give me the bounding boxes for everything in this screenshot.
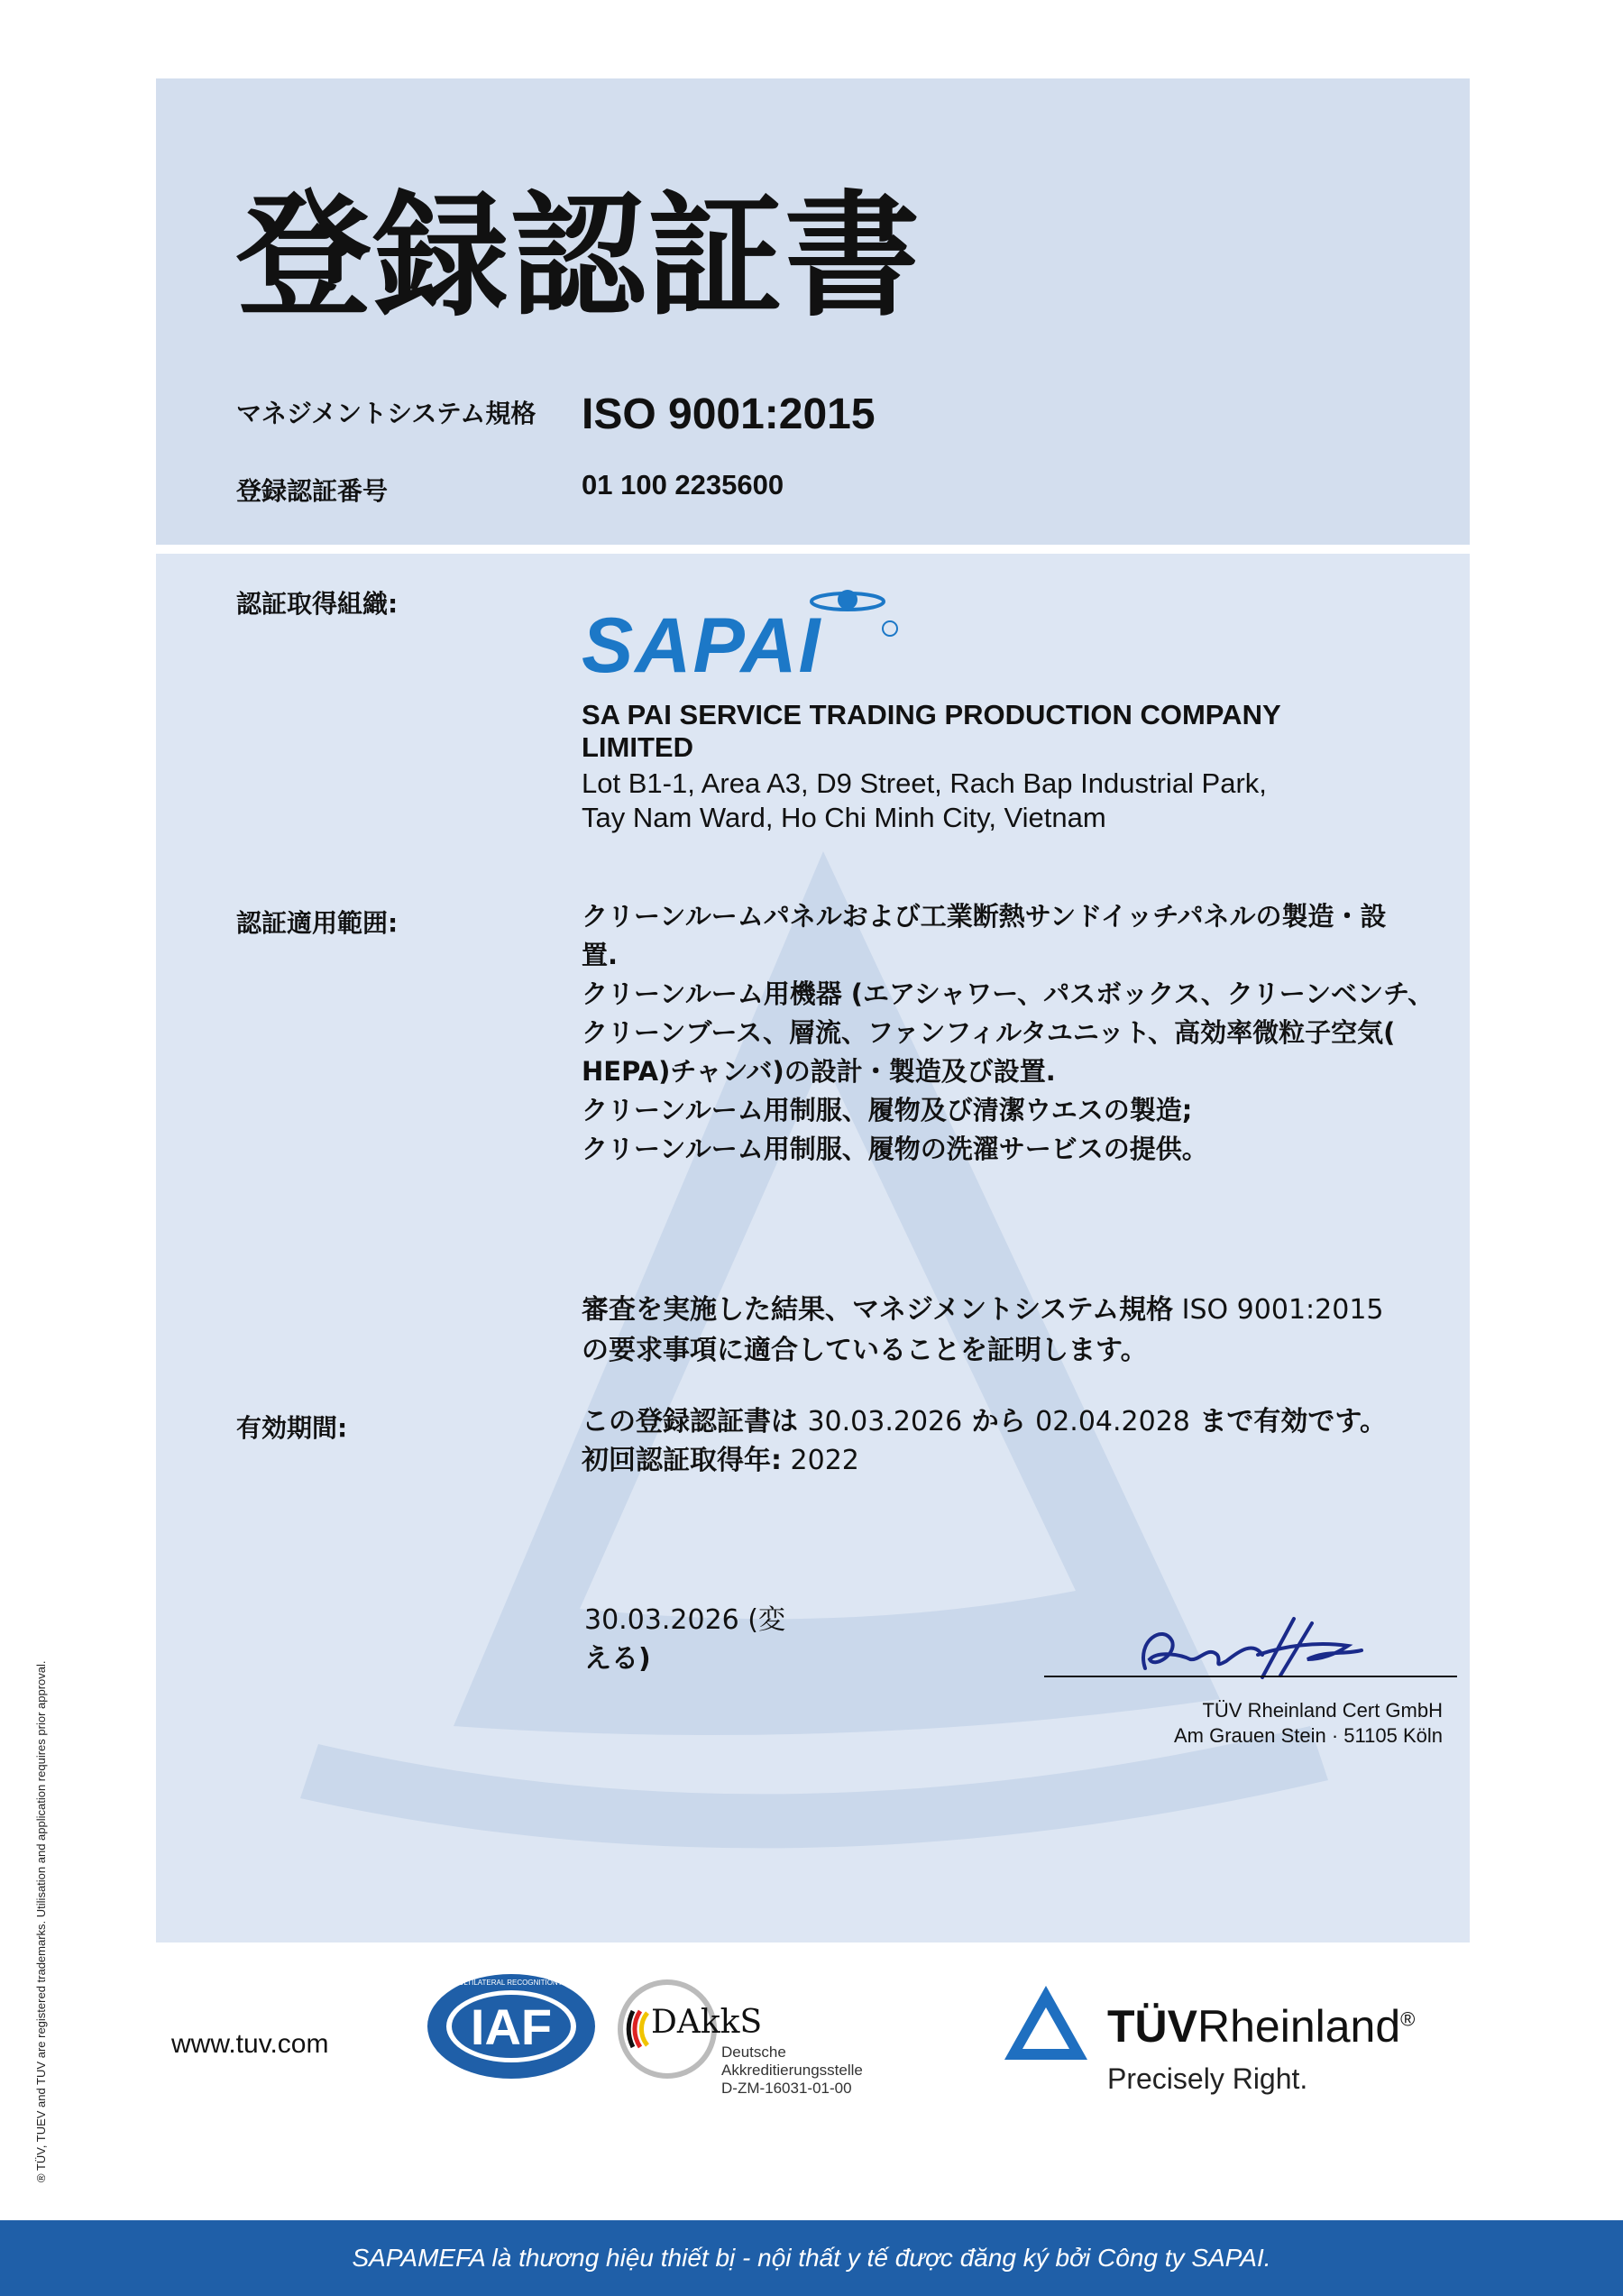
standard-value: ISO 9001:2015 [582, 390, 876, 438]
tuv-registered-mark: ® [1400, 2007, 1416, 2031]
tuv-triangle-icon [1001, 1982, 1091, 2063]
validity-pre: この登録認証書は [582, 1406, 808, 1437]
scope-line: クリーンルーム用制服、履物及び清潔ウエスの製造; [582, 1095, 1193, 1125]
scope-label: 認証適用範囲: [236, 908, 399, 938]
website-link[interactable]: www.tuv.com [171, 2029, 329, 2059]
dakks-sub2: Akkreditierungsstelle [721, 2062, 863, 2079]
dakks-sub3: D-ZM-16031-01-00 [721, 2080, 852, 2097]
company-name-line1: SA PAI SERVICE TRADING PRODUCTION COMPANY [582, 699, 1281, 730]
scope-line: HEPA)チャンバ)の設計・製造及び設置. [582, 1056, 1056, 1087]
page-title: 登録認証書 [236, 179, 922, 335]
scope-line: クリーンブース、層流、ファンフィルタユニット、高効率微粒子空気( [582, 1017, 1396, 1048]
scope-line: クリーンルームパネルおよび工業断熱サンドイッチパネルの製造・設 [582, 901, 1387, 932]
dakks-sub1: Deutsche [721, 2043, 786, 2061]
registration-number: 01 100 2235600 [582, 469, 784, 501]
first-cert-label: 初回認証取得年: [582, 1445, 782, 1476]
signature-line [1044, 1676, 1457, 1677]
scope-line: 置. [582, 940, 619, 970]
statement-standard: ISO 9001:2015 [1173, 1294, 1384, 1326]
issuer-name: TÜV Rheinland Cert GmbH [1202, 1699, 1443, 1722]
tuv-brand-bold: TÜV [1107, 2001, 1197, 2052]
validity-text [582, 1402, 1447, 1480]
trademark-notice: ® TÜV, TUEV and TUV are registered trademarks. Utilisation and application requires prior approval. [34, 1660, 48, 2182]
validity-label: 有効期間: [236, 1413, 348, 1443]
standard-label: マネジメントシステム規格 [236, 399, 536, 428]
scope-text [582, 897, 1447, 1169]
first-cert-year: 2022 [782, 1445, 859, 1476]
validity-mid: から [962, 1406, 1036, 1437]
certification-statement [582, 1290, 1447, 1371]
footer-bar [0, 2220, 1623, 2296]
issue-date-line1: 30.03.2026 (変 [584, 1604, 786, 1636]
registration-label: 登録認証番号 [236, 476, 389, 506]
issuer-info [1037, 1698, 1443, 1749]
tuv-brand-light: Rheinland [1197, 2001, 1401, 2052]
address-line2: Tay Nam Ward, Ho Chi Minh City, Vietnam [582, 802, 1106, 833]
iaf-text: IAF [470, 1998, 553, 2055]
tuv-brand [1107, 2000, 1415, 2053]
issue-date [584, 1601, 810, 1678]
issue-date-line2: える) [584, 1643, 651, 1675]
statement-prefix: 審査を実施した結果、マネジメントシステム規格 [582, 1294, 1174, 1326]
sapai-logo-text: SAPAI [582, 602, 822, 689]
footer-text: SAPAMEFA là thương hiệu thiết bị - nội thất y tế được đăng ký bởi Công ty SAPAI. [352, 2244, 1271, 2272]
tuv-tagline: Precisely Right. [1107, 2062, 1308, 2095]
organization-label: 認証取得組織: [236, 589, 399, 619]
company-address [582, 767, 1438, 835]
scope-line: クリーンルーム用機器 (エアシャワー、パスボックス、クリーンベンチ、 [582, 978, 1435, 1009]
validity-post: まで有効です。 [1189, 1406, 1387, 1437]
validity-from: 30.03.2026 [807, 1406, 963, 1437]
dakks-subtitle [721, 2043, 863, 2098]
iaf-ring-text: MEMBER OF MULTILATERAL RECOGNITION ARRANGEMENT [407, 1979, 616, 1987]
sapai-logo [582, 582, 906, 689]
signature [1127, 1605, 1398, 1686]
iaf-logo [407, 1970, 616, 2083]
address-line1: Lot B1-1, Area A3, D9 Street, Rach Bap Industrial Park, [582, 767, 1267, 799]
statement-line2: の要求事項に適合していることを証明します。 [582, 1335, 1148, 1366]
issuer-address: Am Grauen Stein · 51105 Köln [1174, 1724, 1443, 1747]
validity-to: 02.04.2028 [1035, 1406, 1190, 1437]
dakks-title: DAkkS [651, 2004, 763, 2041]
scope-line: クリーンルーム用制服、履物の洗濯サービスの提供。 [582, 1134, 1208, 1164]
company-name [582, 699, 1438, 764]
company-name-line2: LIMITED [582, 731, 693, 763]
